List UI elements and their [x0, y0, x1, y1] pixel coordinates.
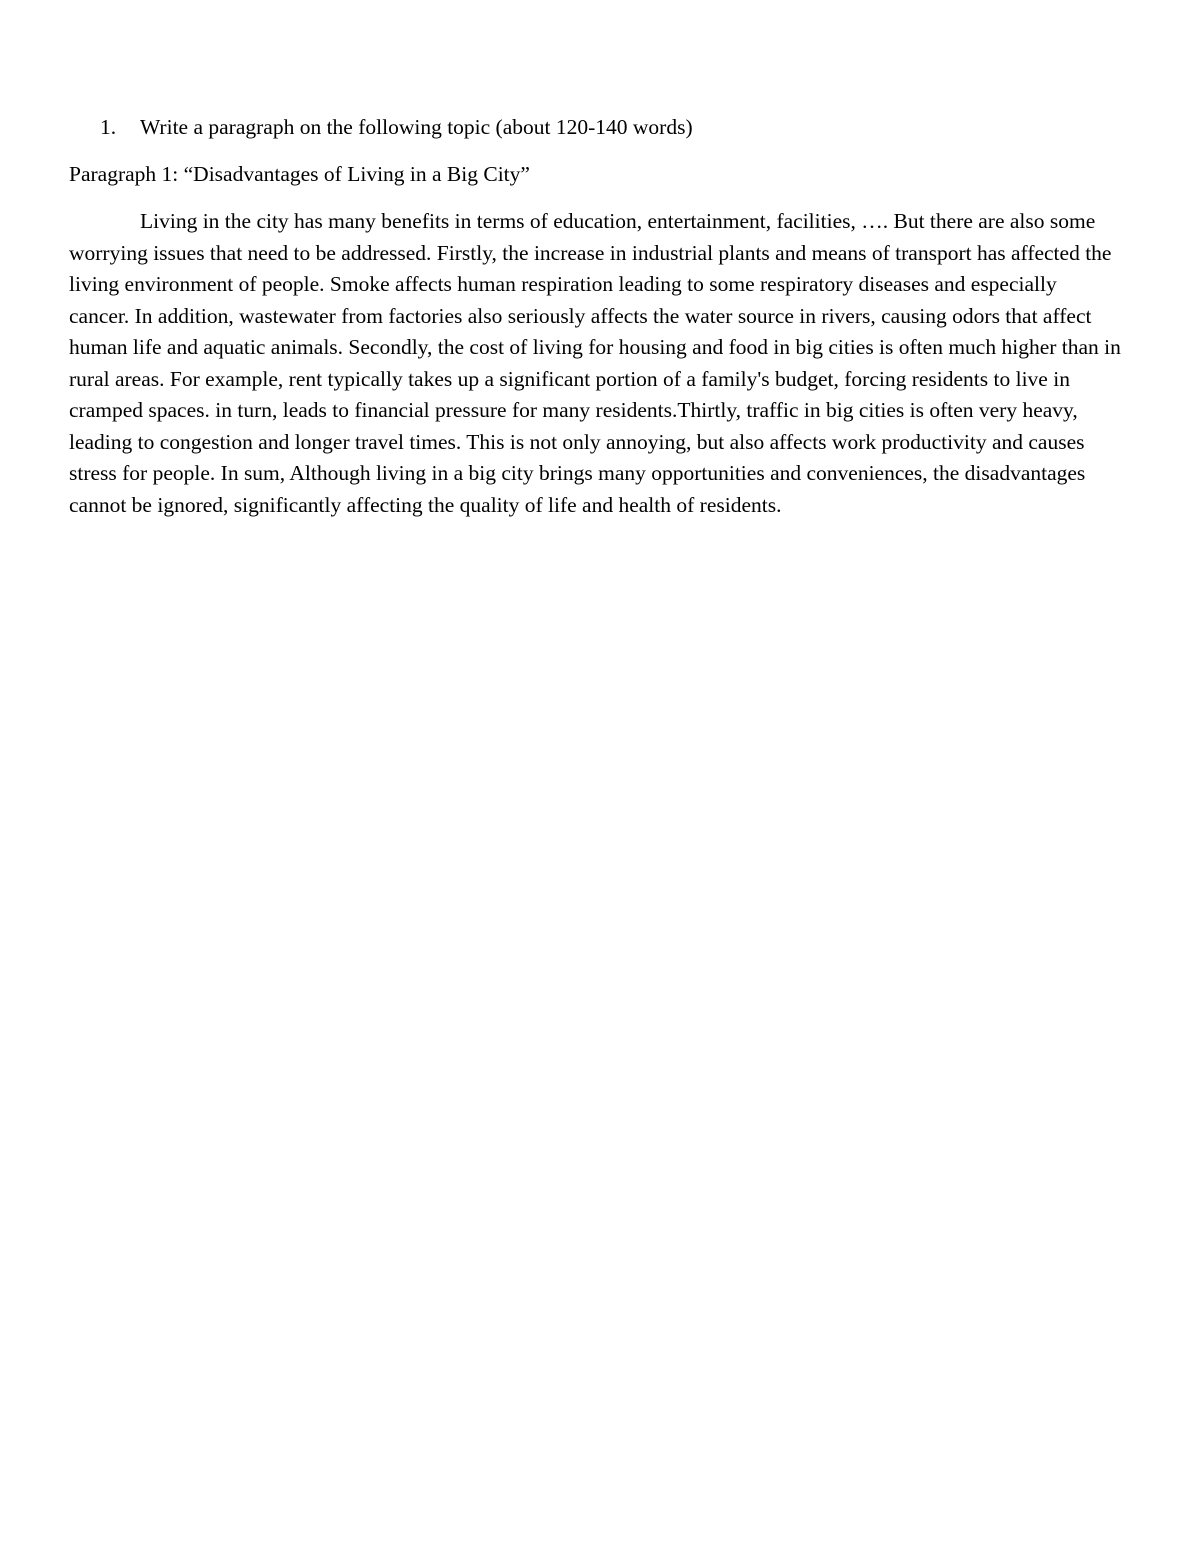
paragraph-body: Living in the city has many benefits in terms of education, entertainment, facilities, …. But there are also some worrying issues that need to be addressed. Firstly, the increase in industrial plants and means of transport has affected the living environment of people. Smoke affects human respiration leading to some respiratory diseases and especially cancer. In addition, wastewater from factories also seriously affects the water source in rivers, causing odors that affect human life and aquatic animals. Secondly, the cost of living for housing and food in big cities is often much higher than in rural areas. For example, rent typically takes up a significant portion of a family's budget, forcing residents to live in cramped spaces. in turn, leads to financial pressure for many residents.Thirtly, traffic in big cities is often very heavy, leading to congestion and longer travel times. This is not only annoying, but also affects work productivity and causes stress for people. In sum, Although living in a big city brings many opportunities and conveniences, the disadvantages cannot be ignored, significantly affecting the quality of life and health of residents. — [69, 209, 1121, 517]
list-item-text: Write a paragraph on the following topic (about 120-140 words) — [140, 115, 693, 139]
numbered-list-item — [100, 112, 1120, 144]
list-item-number: 1. — [100, 115, 117, 139]
paragraph-heading: Paragraph 1: “Disadvantages of Living in a Big City” — [69, 162, 530, 186]
